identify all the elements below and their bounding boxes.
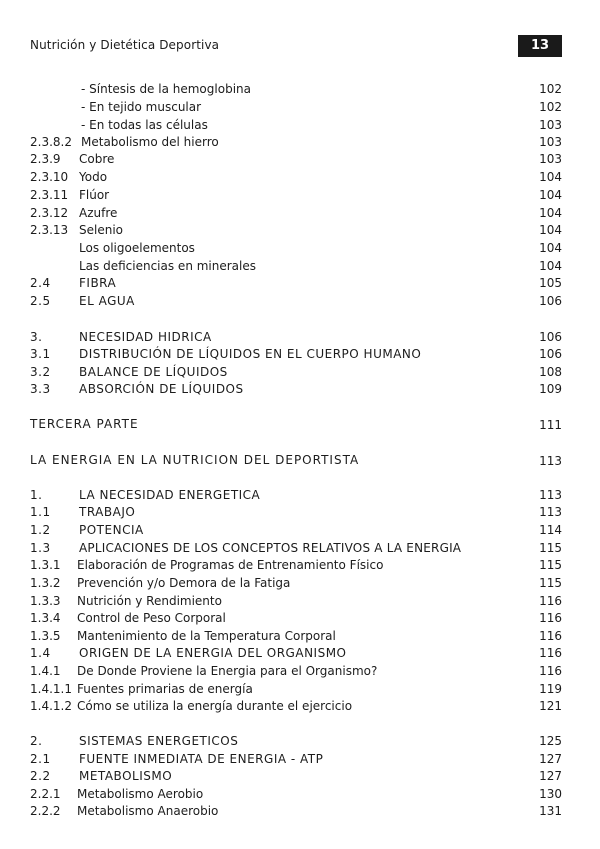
toc-entry: 2.5 EL AGUA 106: [30, 294, 562, 308]
toc-entry: 3.1 DISTRIBUCIÓN DE LÍQUIDOS EN EL CUERPO HUMANO 106: [30, 347, 562, 361]
toc-entry: 2.3.11 Flúor 104: [30, 188, 562, 202]
toc-entry: 2.2.1 Metabolismo Aerobio 130: [30, 787, 562, 801]
toc-entry: 1.1 TRABAJO 113: [30, 505, 562, 519]
toc-entry: 1.3.1 Elaboración de Programas de Entrenamiento Físico 115: [30, 558, 562, 572]
toc-entry: 1.3.3 Nutrición y Rendimiento 116: [30, 594, 562, 608]
toc-entry: Las deficiencias en minerales 104: [79, 259, 562, 273]
toc-entry: 2.2.2 Metabolismo Anaerobio 131: [30, 804, 562, 818]
toc-entry: 1.3.2 Prevención y/o Demora de la Fatiga 115: [30, 576, 562, 590]
chapter-page: 113: [539, 454, 562, 468]
toc-entry: - En tejido muscular 102: [81, 100, 562, 114]
toc-entry: 1.4.1 De Donde Proviene la Energia para el Organismo? 116: [30, 664, 562, 678]
toc-entry: 2.3.8.2 Metabolismo del hierro 103: [30, 135, 562, 149]
running-header-title: Nutrición y Dietética Deportiva: [30, 38, 220, 52]
toc-entry: - En todas las células 103: [81, 118, 562, 132]
part-heading: TERCERA PARTE: [30, 417, 139, 431]
toc-entry: 3.3 ABSORCIÓN DE LÍQUIDOS 109: [30, 382, 562, 396]
toc-entry: 1.4.1.2 Cómo se utiliza la energía durante el ejercicio 121: [30, 699, 562, 713]
chapter-heading: LA ENERGIA EN LA NUTRICION DEL DEPORTISTA: [30, 453, 360, 467]
toc-entry: 1.2 POTENCIA 114: [30, 523, 562, 537]
toc-entry: 1.3.5 Mantenimiento de la Temperatura Corporal 116: [30, 629, 562, 643]
toc-entry: 2.3.9 Cobre 103: [30, 152, 562, 166]
toc-entry: - Síntesis de la hemoglobina 102: [81, 82, 562, 96]
page-number-badge: 13: [518, 35, 562, 57]
part-page: 111: [539, 418, 562, 432]
toc-entry: 2.3.12 Azufre 104: [30, 206, 562, 220]
toc-entry: Los oligoelementos 104: [79, 241, 562, 255]
toc-entry: 2.3.10 Yodo 104: [30, 170, 562, 184]
toc-entry: 1.3 APLICACIONES DE LOS CONCEPTOS RELATIVOS A LA ENERGIA 115: [30, 541, 562, 555]
toc-entry: 2.2 METABOLISMO 127: [30, 769, 562, 783]
toc-entry: 2.1 FUENTE INMEDIATA DE ENERGIA - ATP 127: [30, 752, 562, 766]
toc-entry: 2. SISTEMAS ENERGETICOS 125: [30, 734, 562, 748]
toc-entry: 1. LA NECESIDAD ENERGETICA 113: [30, 488, 562, 502]
toc-entry: 1.4 ORIGEN DE LA ENERGIA DEL ORGANISMO 116: [30, 646, 562, 660]
toc-entry: 1.4.1.1 Fuentes primarias de energía 119: [30, 682, 562, 696]
toc-entry: 1.3.4 Control de Peso Corporal 116: [30, 611, 562, 625]
toc-entry: 2.3.13 Selenio 104: [30, 223, 562, 237]
toc-entry: 3.2 BALANCE DE LÍQUIDOS 108: [30, 365, 562, 379]
toc-entry: 2.4 FIBRA 105: [30, 276, 562, 290]
toc-entry: 3. NECESIDAD HIDRICA 106: [30, 330, 562, 344]
